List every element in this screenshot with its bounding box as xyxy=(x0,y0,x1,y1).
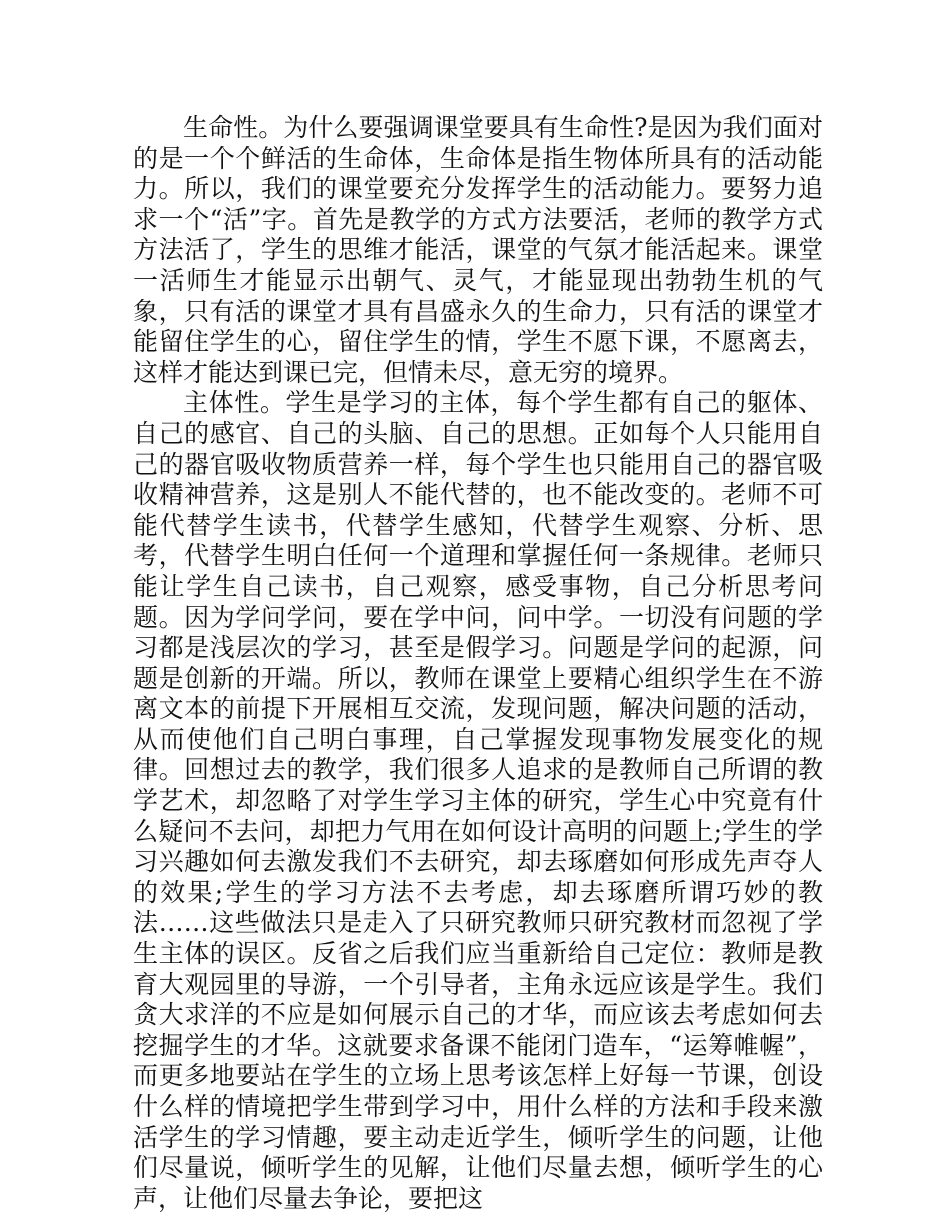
document-body xyxy=(133,113,823,1214)
paragraph-vitality: 生命性。为什么要强调课堂要具有生命性?是因为我们面对的是一个个鲜活的生命体，生命体是指生物体所具有的活动能力。所以，我们的课堂要充分发挥学生的活动能力。要努力追求一个“活”字。首先是教学的方式方法要活，老师的教学方式方法活了，学生的思维才能活，课堂的气氛才能活起来。课堂一活师生才能显示出朝气、灵气，才能显现出勃勃生机的气象，只有活的课堂才具有昌盛永久的生命力，只有活的课堂才能留住学生的心，留住学生的情，学生不愿下课，不愿离去，这样才能达到课已完，但情未尽，意无穷的境界。 xyxy=(133,113,823,387)
paragraph-subjectivity: 主体性。学生是学习的主体，每个学生都有自己的躯体、自己的感官、自己的头脑、自己的思想。正如每个人只能用自己的器官吸收物质营养一样，每个学生也只能用自己的器官吸收精神营养，这是别人不能代替的，也不能改变的。老师不可能代替学生读书，代替学生感知，代替学生观察、分析、思考，代替学生明白任何一个道理和掌握任何一条规律。老师只能让学生自己读书，自己观察，感受事物，自己分析思考问题。因为学问学问，要在学中问，问中学。一切没有问题的学习都是浅层次的学习，甚至是假学习。问题是学问的起源，问题是创新的开端。所以，教师在课堂上要精心组织学生在不游离文本的前提下开展相互交流，发现问题，解决问题的活动，从而使他们自己明白事理，自己掌握发现事物发展变化的规律。回想过去的教学，我们很多人追求的是教师自己所谓的教学艺术，却忽略了对学生学习主体的研究，学生心中究竟有什么疑问不去问，却把力气用在如何设计高明的问题上;学生的学习兴趣如何去激发我们不去研究，却去琢磨如何形成先声夺人的效果;学生的学习方法不去考虑，却去琢磨所谓巧妙的教法……这些做法只是走入了只研究教师只研究教材而忽视了学生主体的误区。反省之后我们应当重新给自己定位：教师是教育大观园里的导游，一个引导者，主角永远应该是学生。我们贪大求洋的不应是如何展示自己的才华，而应该去考虑如何去挖掘学生的才华。这就要求备课不能闭门造车，“运筹帷幄”，而更多地要站在学生的立场上思考该怎样上好每一节课，创设什么样的情境把学生带到学习中，用什么样的方法和手段来激活学生的学习情趣，要主动走近学生，倾听学生的问题，让他们尽量说，倾听学生的见解，让他们尽量去想，倾听学生的心声，让他们尽量去争论，要把这 xyxy=(133,388,823,1213)
